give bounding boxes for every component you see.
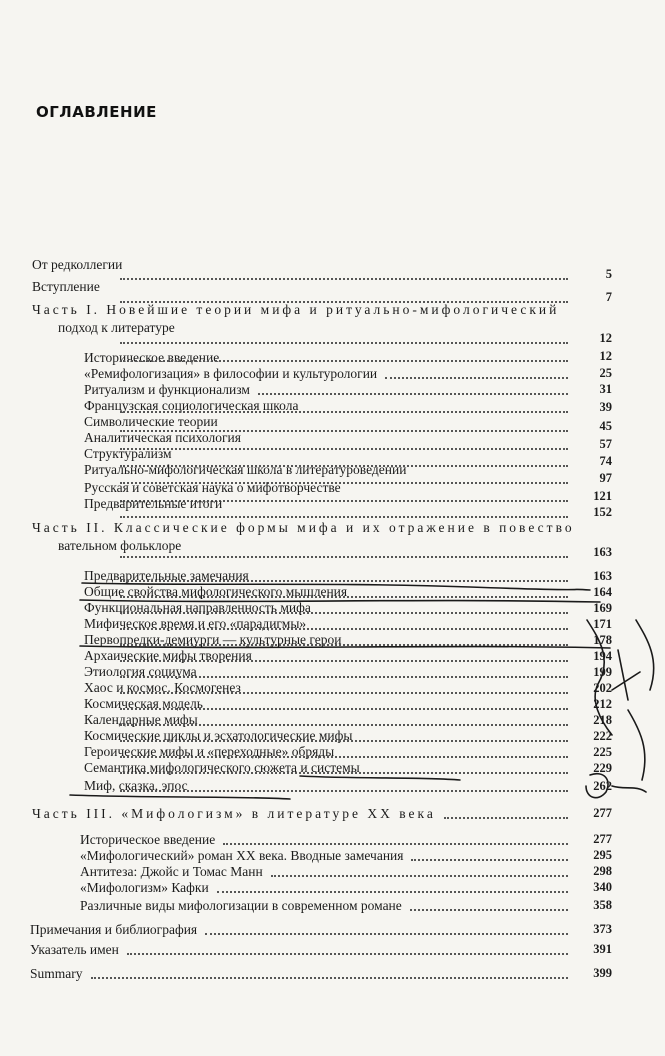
toc-entry-title: вательном фольклоре bbox=[58, 538, 182, 553]
pencil-mark bbox=[636, 620, 654, 690]
toc-entry-title: подход к литературе bbox=[58, 320, 175, 335]
dot-leader bbox=[120, 350, 568, 362]
dot-leader bbox=[205, 923, 568, 935]
toc-entry-title: Часть III. «Мифологизм» в литературе XX века bbox=[32, 806, 436, 821]
underline-stroke bbox=[70, 795, 290, 799]
toc-page-number: 121 bbox=[593, 489, 612, 503]
toc-entry-title: Семантика мифологического сюжета и системы bbox=[84, 760, 360, 775]
toc-page-number: 194 bbox=[593, 649, 612, 663]
toc-page-number: 7 bbox=[605, 290, 612, 304]
toc-page-number: 25 bbox=[599, 366, 612, 380]
dot-leader bbox=[120, 714, 568, 726]
toc-page-number: 277 bbox=[593, 806, 612, 820]
toc-page-number: 212 bbox=[593, 697, 612, 711]
dot-leader bbox=[258, 383, 568, 395]
toc-entry-title: Космическая модель bbox=[84, 696, 203, 711]
toc-entry-title: Хаос и космос. Космогенез bbox=[84, 680, 241, 695]
toc-entry-title: Структурализм bbox=[84, 446, 172, 461]
dot-leader bbox=[271, 865, 568, 877]
toc-page-number: 225 bbox=[593, 745, 612, 759]
toc-entry-title: Миф, сказка, эпос bbox=[84, 778, 188, 793]
toc-page-number: 199 bbox=[593, 665, 612, 679]
toc-page-number: 12 bbox=[599, 349, 612, 363]
toc-page-number: 12 bbox=[599, 331, 612, 345]
toc-entry-title: Предварительные замечания bbox=[84, 568, 249, 583]
toc-entry-title: «Мифологизм» Кафки bbox=[80, 880, 209, 895]
page-title: ОГЛАВЛЕНИЕ bbox=[36, 103, 157, 121]
toc-entry-title: От редколлегии bbox=[32, 257, 123, 272]
toc-entry-title: «Мифологический» роман XX века. Вводные замечания bbox=[80, 848, 404, 863]
toc-page-number: 74 bbox=[599, 454, 612, 468]
toc-entry-title: Ритуально-мифологическая школа в литературоведении bbox=[84, 462, 407, 477]
toc-page-number: 163 bbox=[593, 569, 612, 583]
toc-page-number: 45 bbox=[599, 419, 612, 433]
toc-page-number: 298 bbox=[593, 864, 612, 878]
toc-entry-title: Различные виды мифологизации в современном романе bbox=[80, 898, 402, 913]
toc-page-number: 262 bbox=[593, 779, 612, 793]
toc-page-number: 340 bbox=[593, 880, 612, 894]
toc-entry-title: Космические циклы и эсхатологические мифы bbox=[84, 728, 353, 743]
toc-entry-title: Героические мифы и «переходные» обряды bbox=[84, 744, 335, 759]
dot-leader bbox=[120, 746, 568, 758]
toc-entry-title: «Ремифологизация» в философии и культурологии bbox=[84, 366, 378, 381]
toc-page-number: 277 bbox=[593, 832, 612, 846]
dot-leader bbox=[411, 849, 568, 861]
toc-page-number: 218 bbox=[593, 713, 612, 727]
toc-page-number: 163 bbox=[593, 545, 612, 559]
dot-leader bbox=[91, 967, 569, 979]
toc-entry-title: Функциональная направленность мифа bbox=[84, 600, 311, 615]
toc-entry-title: Первопредки-демиурги — культурные герои bbox=[84, 632, 342, 647]
dot-leader bbox=[410, 899, 568, 911]
toc-page-number: 31 bbox=[599, 382, 612, 396]
toc-page-number: 169 bbox=[593, 601, 612, 615]
toc-page-number: 222 bbox=[593, 729, 612, 743]
toc-entry-title: Архаические мифы творения bbox=[84, 648, 252, 663]
toc-page-number: 97 bbox=[599, 471, 612, 485]
toc-entry-title: Историческое введение bbox=[84, 350, 220, 365]
toc-page-number: 202 bbox=[593, 681, 612, 695]
dot-leader bbox=[120, 438, 568, 450]
toc-entry-title: Указатель имен bbox=[30, 942, 119, 957]
toc-page-number: 399 bbox=[593, 966, 612, 980]
toc-entry-title: Аналитическая психология bbox=[84, 430, 241, 445]
toc-entry-title: Предварительные итоги bbox=[84, 496, 223, 511]
toc-page-number: 229 bbox=[593, 761, 612, 775]
toc-entry-title: Часть I. Новейшие теории мифа и ритуально-мифологический bbox=[32, 302, 560, 317]
toc-entry-title: Вступление bbox=[32, 279, 100, 294]
dot-leader bbox=[120, 666, 568, 678]
toc-page-number: 373 bbox=[593, 922, 612, 936]
toc-page-number: 164 bbox=[593, 585, 612, 599]
toc-entry-title: Антитеза: Джойс и Томас Манн bbox=[80, 864, 263, 879]
dot-leader bbox=[120, 634, 568, 646]
toc-entry-title: Французская социологическая школа bbox=[84, 398, 299, 413]
toc-page-number: 171 bbox=[593, 617, 612, 631]
dot-leader bbox=[120, 586, 568, 598]
toc-page-number: 391 bbox=[593, 942, 612, 956]
dot-leader bbox=[127, 943, 568, 955]
toc-entry-title: Символические теории bbox=[84, 414, 218, 429]
dot-leader bbox=[223, 833, 568, 845]
dot-leader bbox=[120, 401, 568, 413]
toc-entry-title: Календарные мифы bbox=[84, 712, 198, 727]
toc-page-number: 178 bbox=[593, 633, 612, 647]
toc-entry-title: Историческое введение bbox=[80, 832, 216, 847]
toc-entry-title: Этиология социума bbox=[84, 664, 197, 679]
pencil-mark bbox=[628, 710, 645, 780]
toc-page-number: 5 bbox=[605, 267, 612, 281]
pencil-mark bbox=[612, 786, 646, 792]
dot-leader bbox=[120, 570, 568, 582]
toc-page-number: 295 bbox=[593, 848, 612, 862]
dot-leader bbox=[217, 881, 568, 893]
toc-page-number: 39 bbox=[599, 400, 612, 414]
dot-leader bbox=[385, 367, 568, 379]
dot-leader bbox=[120, 506, 568, 518]
dot-leader bbox=[120, 618, 568, 630]
dot-leader bbox=[120, 682, 568, 694]
toc-entry-title: Русская и советская наука о мифотворчестве bbox=[84, 480, 341, 495]
toc-entry-title: Summary bbox=[30, 966, 83, 981]
toc-entry-title: Общие свойства мифологического мышления bbox=[84, 584, 348, 599]
toc-page-number: 358 bbox=[593, 898, 612, 912]
toc-entry-title: Ритуализм и функционализм bbox=[84, 382, 250, 397]
dot-leader bbox=[120, 332, 568, 344]
pencil-mark bbox=[612, 650, 640, 700]
toc-page-number: 152 bbox=[593, 505, 612, 519]
dot-leader bbox=[120, 780, 568, 792]
dot-leader bbox=[120, 730, 568, 742]
toc-entry-title: Часть II. Классические формы мифа и их отражение в повество bbox=[32, 520, 575, 535]
dot-leader bbox=[120, 268, 568, 280]
dot-leader bbox=[120, 698, 568, 710]
dot-leader bbox=[120, 762, 568, 774]
dot-leader bbox=[120, 546, 568, 558]
toc-entry-title: Примечания и библиография bbox=[30, 922, 198, 937]
toc-entry-title: Мифическое время и его «парадигмы» bbox=[84, 616, 307, 631]
dot-leader bbox=[120, 602, 568, 614]
dot-leader bbox=[120, 650, 568, 662]
dot-leader bbox=[444, 807, 568, 819]
toc-page-number: 57 bbox=[599, 437, 612, 451]
